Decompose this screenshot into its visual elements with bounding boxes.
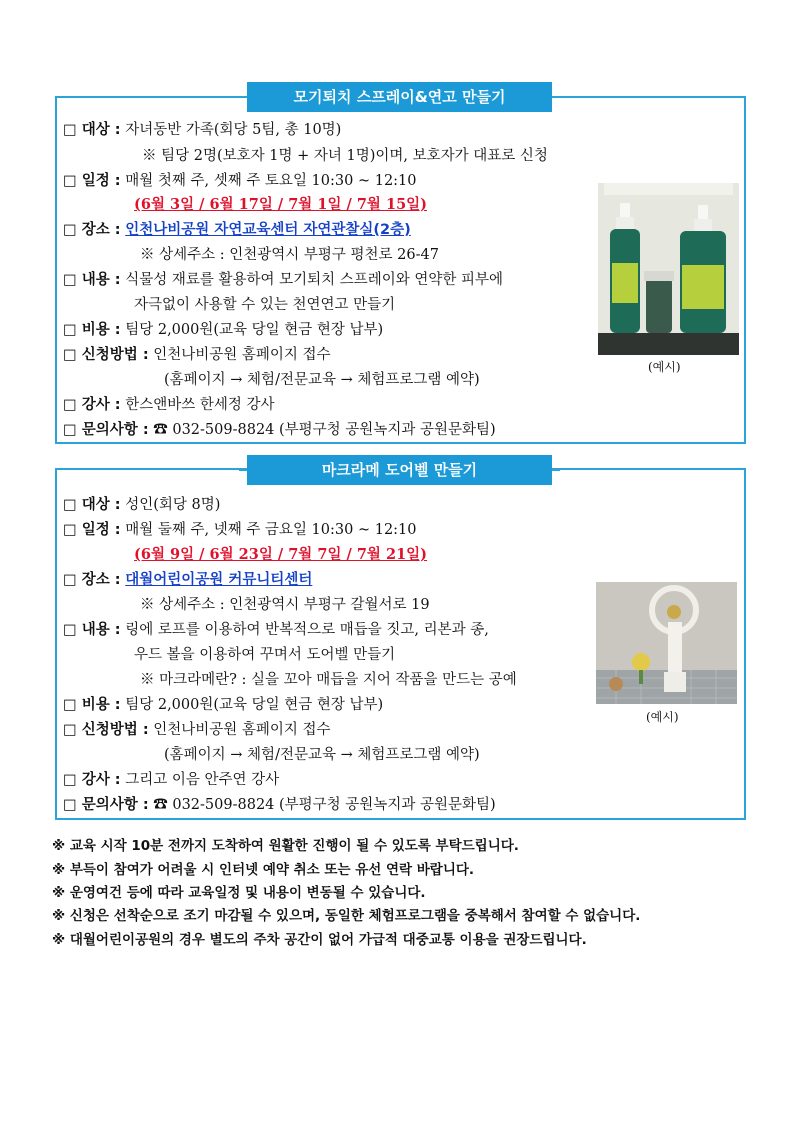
teacher-row: □ 강사 : 한스앤바쓰 한세정 강사 xyxy=(63,397,275,413)
content-row: □ 내용 : 식물성 재료를 활용하여 모기퇴치 스프레이와 연약한 피부에 xyxy=(63,272,504,288)
notice-line: ※ 신청은 선착순으로 조기 마감될 수 있으며, 동일한 체험프로그램을 중복해서 참여할 수 없습니다. xyxy=(52,908,641,924)
place-link[interactable]: 대월어린이공원 커뮤니티센터 xyxy=(125,572,313,588)
apply-path: (홈페이지 → 체험/전문교육 → 체험프로그램 예약) xyxy=(164,372,480,388)
schedule-dates: (6월 3일 / 6월 17일 / 7월 1일 / 7월 15일) xyxy=(134,196,428,213)
content-row: □ 내용 : 링에 로프를 이용하여 반복적으로 매듭을 짓고, 리본과 종, xyxy=(63,622,489,638)
photo-caption: (예시) xyxy=(646,710,679,724)
schedule-dates: (6월 9일 / 6월 23일 / 7월 7일 / 7월 21일) xyxy=(134,546,428,563)
photo-caption: (예시) xyxy=(648,360,681,374)
place-row: □ 장소 : 대월어린이공원 커뮤니티센터 xyxy=(63,572,313,588)
address-note: ※ 상세주소 : 인천광역시 부평구 갈월서로 19 xyxy=(140,597,430,613)
content-line2: 자극없이 사용할 수 있는 천연연고 만들기 xyxy=(134,297,396,313)
target-row: □ 대상 : 자녀동반 가족(회당 5팀, 총 10명) xyxy=(63,122,342,138)
notice-line: ※ 부득이 참여가 어려울 시 인터넷 예약 취소 또는 유선 연락 바랍니다. xyxy=(52,862,475,878)
spray-example-photo xyxy=(598,183,739,355)
schedule-row: □ 일정 : 매월 첫째 주, 셋째 주 토요일 10:30 ~ 12:10 xyxy=(63,173,417,189)
apply-path: (홈페이지 → 체험/전문교육 → 체험프로그램 예약) xyxy=(164,747,480,763)
macrame-example-photo xyxy=(596,582,737,704)
apply-row: □ 신청방법 : 인천나비공원 홈페이지 접수 xyxy=(63,722,331,738)
contact-row: □ 문의사항 : ☎ 032-509-8824 (부평구청 공원녹지과 공원문화팀) xyxy=(63,422,496,438)
spray-bottles-illustration xyxy=(598,183,739,355)
target-note: ※ 팀당 2명(보호자 1명 + 자녀 1명)이며, 보호자가 대표로 신청 xyxy=(142,148,548,164)
notice-line: ※ 운영여건 등에 따라 교육일정 및 내용이 변동될 수 있습니다. xyxy=(52,885,426,901)
doorbell-illustration xyxy=(596,582,737,704)
notice-line: ※ 교육 시작 10분 전까지 도착하여 원활한 진행이 될 수 있도록 부탁드립니다. xyxy=(52,838,519,854)
address-note: ※ 상세주소 : 인천광역시 부평구 평천로 26-47 xyxy=(140,247,439,263)
apply-row: □ 신청방법 : 인천나비공원 홈페이지 접수 xyxy=(63,347,331,363)
notice-line: ※ 대월어린이공원의 경우 별도의 주차 공간이 없어 가급적 대중교통 이용을 권장드립니다. xyxy=(52,932,587,948)
contact-row: □ 문의사항 : ☎ 032-509-8824 (부평구청 공원녹지과 공원문화팀) xyxy=(63,797,496,813)
section-title: 모기퇴치 스프레이&연고 만들기 xyxy=(247,82,552,112)
place-row: □ 장소 : 인천나비공원 자연교육센터 자연관찰실(2층) xyxy=(63,222,411,238)
place-link[interactable]: 인천나비공원 자연교육센터 자연관찰실(2층) xyxy=(125,222,411,238)
content-line2: 우드 볼을 이용하여 꾸며서 도어벨 만들기 xyxy=(134,647,396,663)
teacher-row: □ 강사 : 그리고 이음 안주연 강사 xyxy=(63,772,280,788)
section-title: 마크라메 도어벨 만들기 xyxy=(247,455,552,485)
cost-row: □ 비용 : 팀당 2,000원(교육 당일 현금 현장 납부) xyxy=(63,322,384,338)
schedule-row: □ 일정 : 매월 둘째 주, 넷째 주 금요일 10:30 ~ 12:10 xyxy=(63,522,417,538)
cost-row: □ 비용 : 팀당 2,000원(교육 당일 현금 현장 납부) xyxy=(63,697,384,713)
target-row: □ 대상 : 성인(회당 8명) xyxy=(63,497,221,513)
content-note: ※ 마크라메란? : 실을 꼬아 매듭을 지어 작품을 만드는 공예 xyxy=(140,672,517,688)
